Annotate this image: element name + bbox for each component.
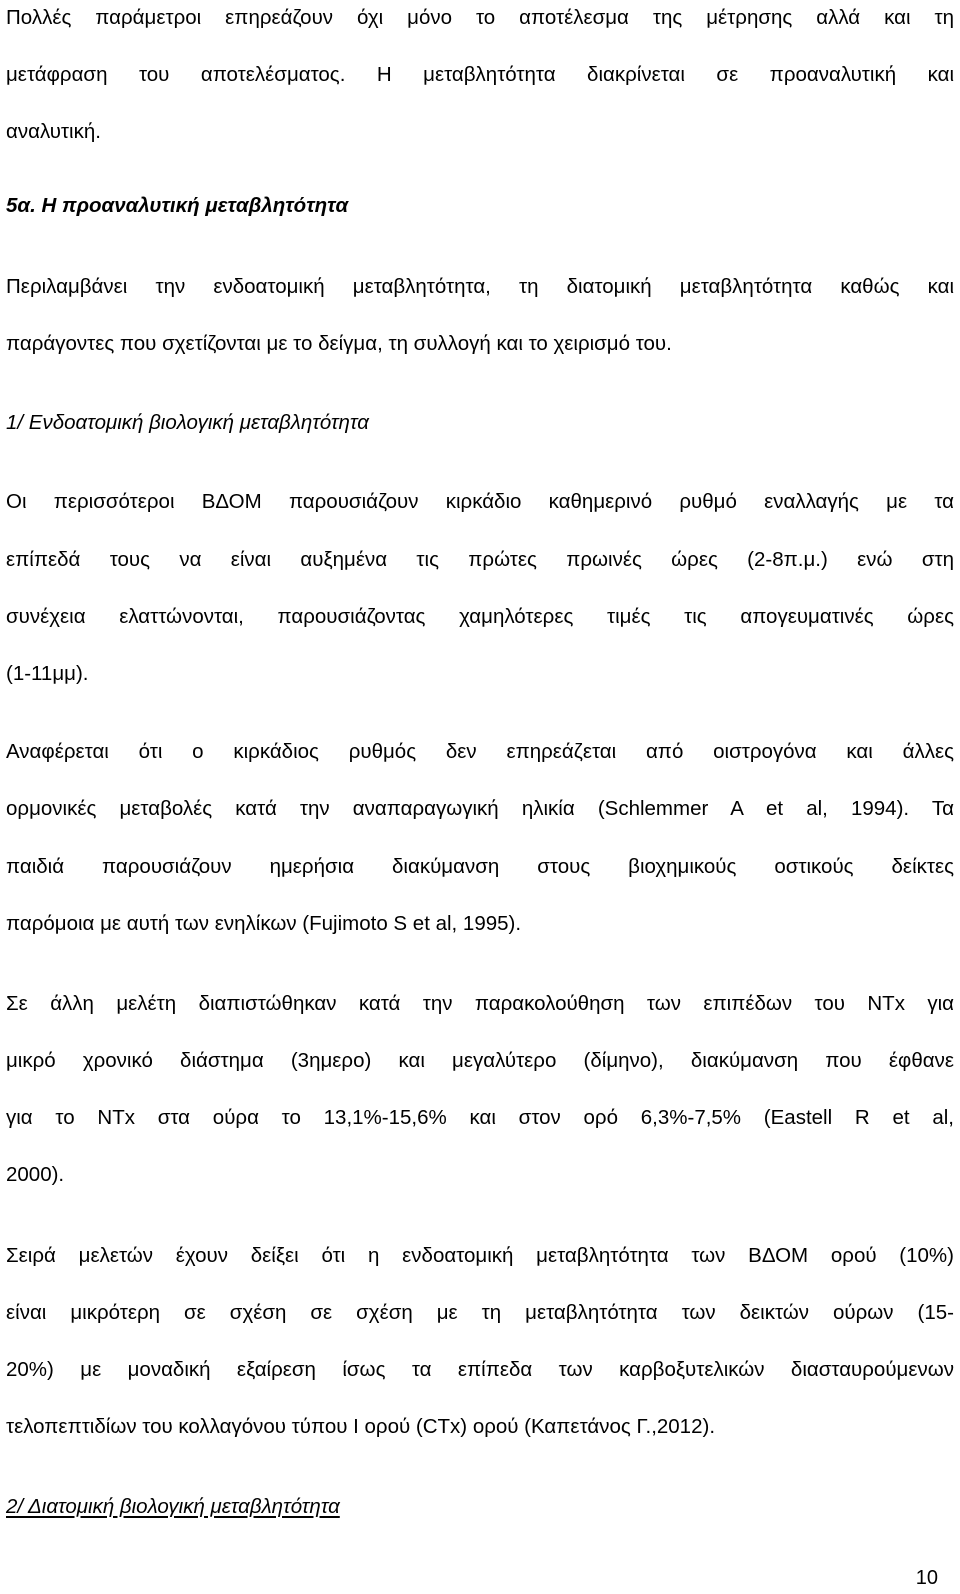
paragraph-6-line-1: Σειρά μελετών έχουν δείξει ότι η ενδοατομική μεταβλητότητα των ΒΔΟΜ ορού (10%) — [6, 1244, 954, 1267]
paragraph-4-line-1: Αναφέρεται ότι ο κιρκάδιος ρυθμός δεν επηρεάζεται από οιστρογόνα και άλλες — [6, 740, 954, 763]
paragraph-4-line-2: ορμονικές μεταβολές κατά την αναπαραγωγική ηλικία (Schlemmer A et al, 1994). Τα — [6, 797, 954, 820]
paragraph-6-line-4: τελοπεπτιδίων του κολλαγόνου τύπου Ι ορού (CTx) ορού (Καπετάνος Γ.,2012). — [6, 1415, 716, 1438]
paragraph-1-line-2: μετάφραση του αποτελέσματος. Η μεταβλητότητα διακρίνεται σε προαναλυτική και — [6, 63, 954, 86]
paragraph-5-line-4: 2000). — [6, 1163, 65, 1186]
paragraph-2-line-2: παράγοντες που σχετίζονται με το δείγμα, τη συλλογή και το χειρισμό του. — [6, 332, 672, 355]
paragraph-3-line-4: (1-11μμ). — [6, 662, 89, 685]
paragraph-5-line-3: για το NTx στα ούρα το 13,1%-15,6% και στον ορό 6,3%-7,5% (Eastell R et al, — [6, 1106, 954, 1129]
paragraph-2-line-1: Περιλαμβάνει την ενδοατομική μεταβλητότητα, τη διατομική μεταβλητότητα καθώς και — [6, 275, 954, 298]
paragraph-6-line-2: είναι μικρότερη σε σχέση σε σχέση με τη μεταβλητότητα των δεικτών ούρων (15- — [6, 1301, 954, 1324]
paragraph-1-line-1: Πολλές παράμετροι επηρεάζουν όχι μόνο το αποτέλεσμα της μέτρησης αλλά και τη — [6, 6, 954, 29]
page-number: 10 — [915, 1567, 938, 1589]
paragraph-3-line-3: συνέχεια ελαττώνονται, παρουσιάζοντας χαμηλότερες τιμές τις απογευματινές ώρες — [6, 605, 954, 628]
subheading-interindividual: 2/ Διατομική βιολογική μεταβλητότητα — [6, 1495, 340, 1518]
paragraph-4-line-4: παρόμοια με αυτή των ενηλίκων (Fujimoto S et al, 1995). — [6, 912, 522, 935]
paragraph-3-line-1: Οι περισσότεροι ΒΔΟΜ παρουσιάζουν κιρκάδιο καθημερινό ρυθμό εναλλαγής με τα — [6, 490, 954, 513]
paragraph-4-line-3: παιδιά παρουσιάζουν ημερήσια διακύμανση στους βιοχημικούς οστικούς δείκτες — [6, 855, 954, 878]
paragraph-1-line-3: αναλυτική. — [6, 120, 101, 143]
paragraph-5-line-1: Σε άλλη μελέτη διαπιστώθηκαν κατά την παρακολούθηση των επιπέδων του NTx για — [6, 992, 954, 1015]
subheading-intraindividual: 1/ Ενδοατομική βιολογική μεταβλητότητα — [6, 411, 369, 434]
paragraph-5-line-2: μικρό χρονικό διάστημα (3ημερο) και μεγαλύτερο (δίμηνο), διακύμανση που έφθανε — [6, 1049, 954, 1072]
paragraph-3-line-2: επίπεδά τους να είναι αυξημένα τις πρώτες πρωινές ώρες (2-8π.μ.) ενώ στη — [6, 548, 954, 571]
paragraph-6-line-3: 20%) με μοναδική εξαίρεση ίσως τα επίπεδα των καρβοξυτελικών διασταυρούμενων — [6, 1358, 954, 1381]
section-heading-5a: 5α. Η προαναλυτική μεταβλητότητα — [6, 194, 349, 217]
